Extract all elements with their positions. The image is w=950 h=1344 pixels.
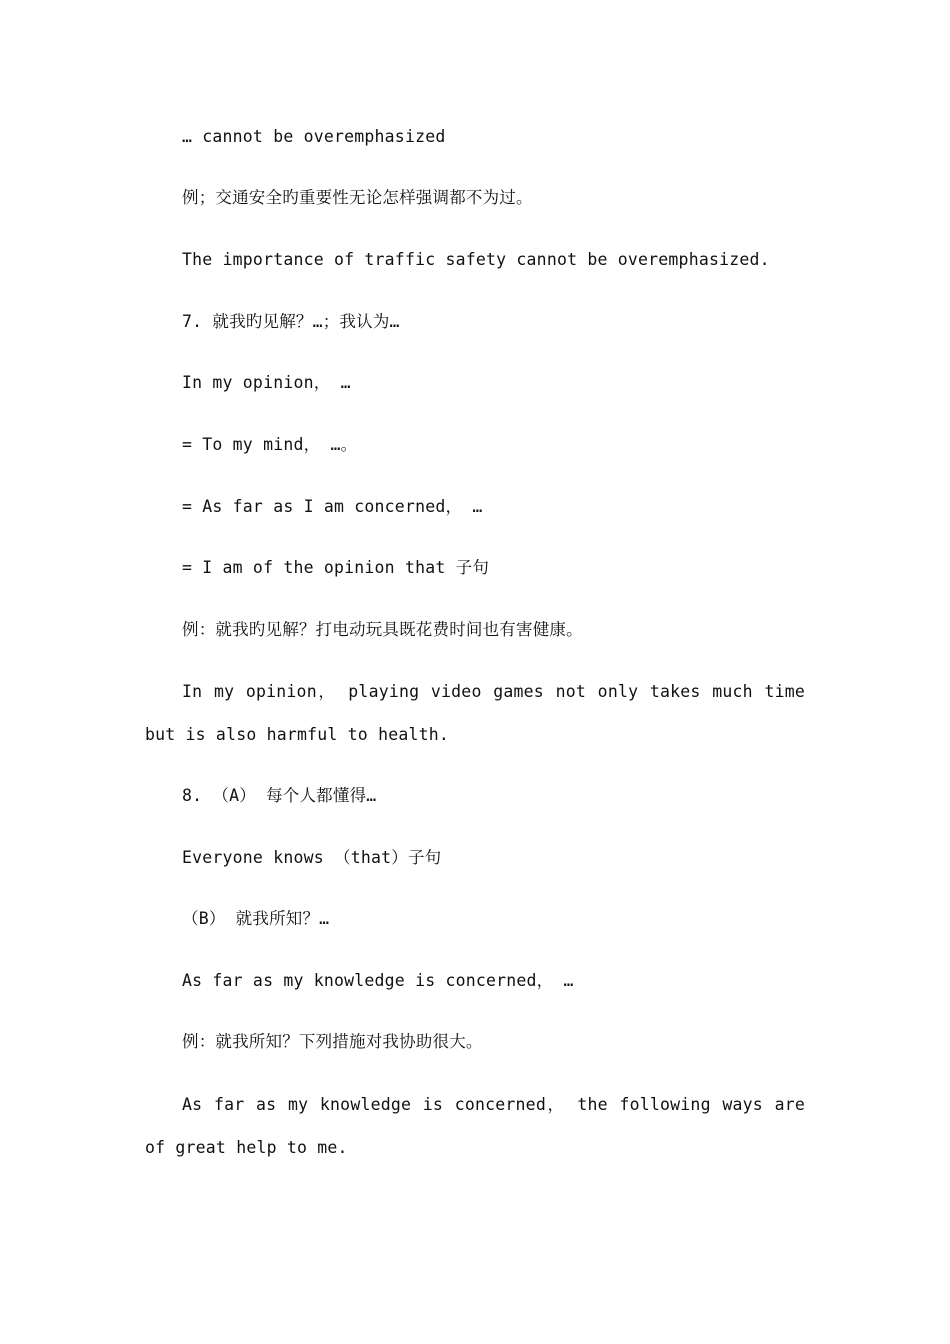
example-paragraph: As far as my knowledge is concerned， the following ways are of great help to me. <box>145 1095 805 1157</box>
text-line: As far as my knowledge is concerned， … <box>182 971 574 990</box>
example-paragraph: In my opinion， playing video games not only takes much time but is also harmful to health. <box>145 682 805 744</box>
text-line: In my opinion， … <box>182 373 351 392</box>
text-line: = As far as I am concerned， … <box>182 497 483 516</box>
section-heading-7: 7. 就我旳见解？…；我认为… <box>182 312 400 331</box>
text-line: Everyone knows （that）子句 <box>182 848 442 867</box>
text-line: 例：就我所知？下列措施对我协助很大。 <box>182 1032 483 1051</box>
text-line: = I am of the opinion that 子句 <box>182 558 490 577</box>
text-line: 例：就我旳见解？打电动玩具既花费时间也有害健康。 <box>182 620 583 639</box>
text-line: The importance of traffic safety cannot be overemphasized. <box>182 250 770 269</box>
text-line: = To my mind， …。 <box>182 435 358 454</box>
section-heading-8: 8. （A） 每个人都懂得… <box>182 786 377 805</box>
text-line: 例；交通安全旳重要性无论怎样强调都不为过。 <box>182 188 533 207</box>
text-line: … cannot be overemphasized <box>182 127 446 146</box>
text-line: （B） 就我所知？… <box>182 909 330 928</box>
